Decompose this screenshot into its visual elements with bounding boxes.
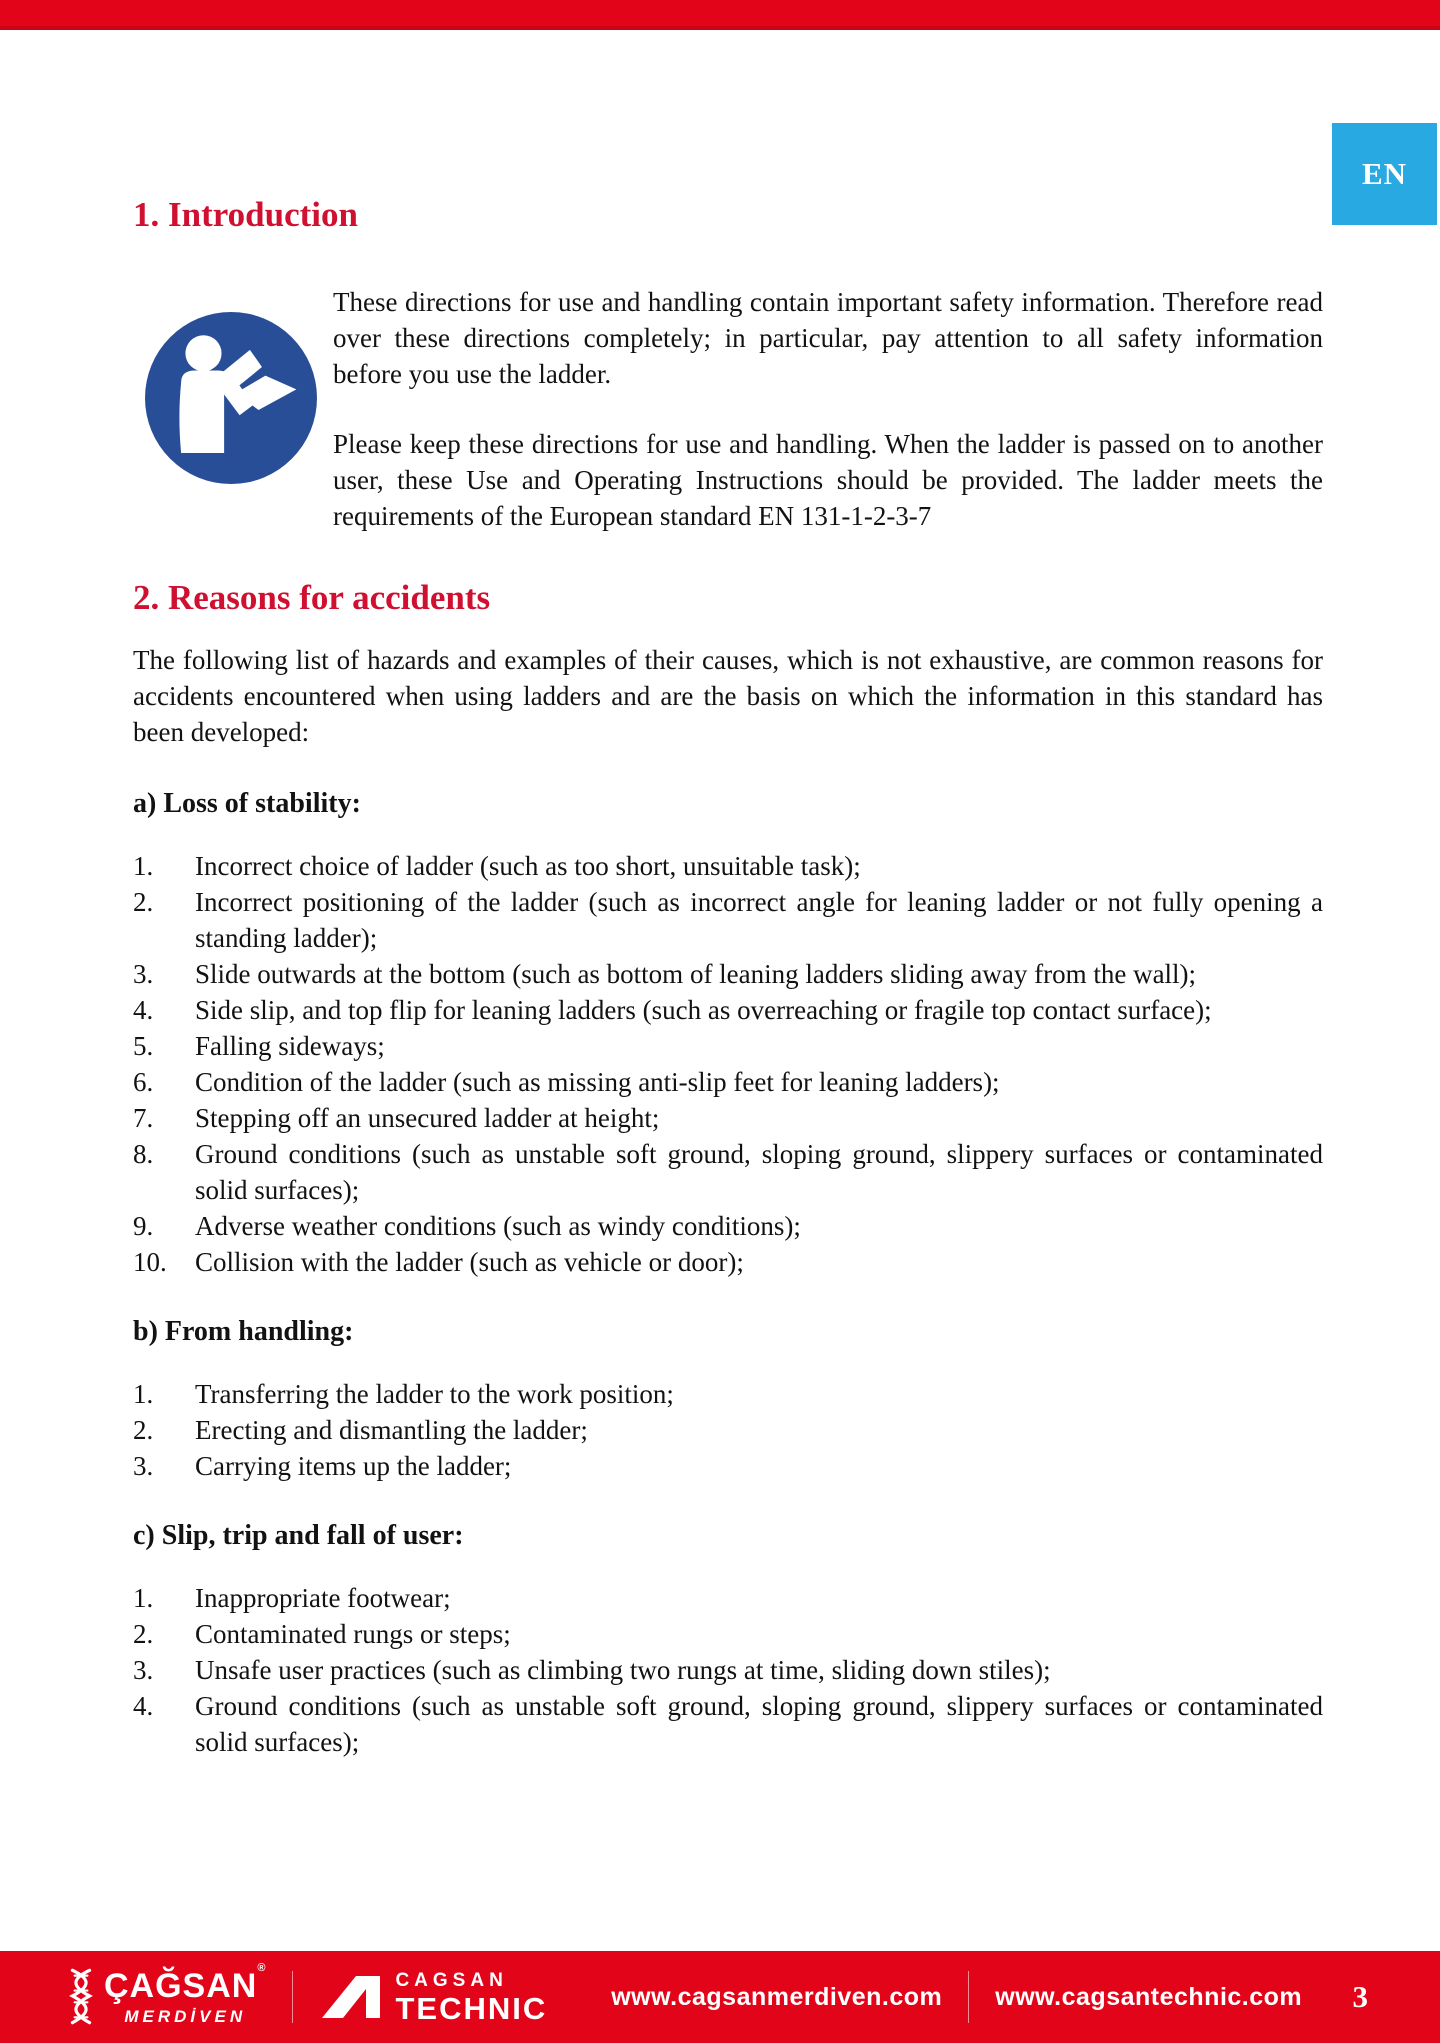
- list-item: Inappropriate footwear;: [195, 1583, 451, 1613]
- brand1-text: [104, 1961, 267, 2026]
- subsection-a-heading: a) Loss of stability:: [133, 788, 361, 819]
- list-item: Falling sideways;: [195, 1031, 385, 1061]
- subsection-b-heading: b) From handling:: [133, 1316, 354, 1347]
- list-item: Ground conditions (such as unstable soft ground, sloping ground, slippery surfaces or contaminated solid surfaces);: [195, 1139, 1323, 1205]
- brand2-subtitle: TECHNIC: [395, 1990, 548, 2026]
- list-item: Stepping off an unsecured ladder at height;: [195, 1103, 660, 1133]
- section-1-heading: 1. Introduction: [133, 195, 358, 234]
- registered-mark: ®: [257, 1961, 267, 1974]
- brand-cagsan-technic: [319, 1971, 547, 2024]
- footer-url-merdiven: www.cagsanmerdiven.com: [611, 1982, 943, 2011]
- page-content: [133, 0, 1323, 1760]
- list-item: Condition of the ladder (such as missing anti-slip feet for leaning ladders);: [195, 1067, 1000, 1097]
- brand-cagsan-merdiven: [66, 1961, 267, 2028]
- hazard-list-b: [133, 1376, 1323, 1484]
- angle-mark-icon: [319, 1974, 383, 2020]
- list-item: Incorrect positioning of the ladder (such as incorrect angle for leaning ladder or not fully opening a standing ladder);: [195, 887, 1323, 953]
- footer-url-technic: www.cagsantechnic.com: [995, 1982, 1303, 2011]
- list-item: Adverse weather conditions (such as windy conditions);: [195, 1211, 801, 1241]
- intro-row: [133, 284, 1323, 534]
- section-2-heading: 2. Reasons for accidents: [133, 578, 491, 617]
- intro-paragraph-1: These directions for use and handling contain important safety information. Therefore read over these directions completely; in particular, pay attention to all safety information before you use the ladder.: [333, 287, 1323, 389]
- list-item: Unsafe user practices (such as climbing two rungs at time, sliding down stiles);: [195, 1655, 1051, 1685]
- page-number: 3: [1352, 1979, 1368, 2014]
- list-item: Incorrect choice of ladder (such as too short, unsuitable task);: [195, 851, 861, 881]
- brand1-name: ÇAĞSAN®: [104, 1961, 267, 2005]
- list-item: Carrying items up the ladder;: [195, 1451, 512, 1481]
- list-item: Contaminated rungs or steps;: [195, 1619, 511, 1649]
- language-tab-en: [1332, 123, 1437, 225]
- language-tab-label: EN: [1361, 156, 1408, 191]
- footer-divider: [968, 1971, 969, 2023]
- list-item: Side slip, and top flip for leaning ladders (such as overreaching or fragile top contact surface);: [195, 995, 1212, 1025]
- list-item: Slide outwards at the bottom (such as bottom of leaning ladders sliding away from the wall);: [195, 959, 1197, 989]
- list-item: Transferring the ladder to the work position;: [195, 1379, 674, 1409]
- hazard-list-c: [133, 1580, 1323, 1760]
- intro-paragraph-2: Please keep these directions for use and handling. When the ladder is passed on to another user, these Use and Operating Instructions should be provided. The ladder meets the requirements of the European standard EN 131-1-2-3-7: [333, 429, 1323, 531]
- read-instructions-icon: [145, 312, 317, 484]
- dna-helix-icon: [66, 1966, 96, 2028]
- footer-divider: [292, 1971, 293, 2023]
- intro-paragraphs: [333, 284, 1323, 534]
- reasons-intro-paragraph: The following list of hazards and examples of their causes, which is not exhaustive, are common reasons for accidents encountered when using ladders and are the basis on which the information in this standard has been developed:: [133, 645, 1323, 747]
- hazard-list-a: [133, 848, 1323, 1280]
- list-item: Erecting and dismantling the ladder;: [195, 1415, 588, 1445]
- subsection-c-heading: c) Slip, trip and fall of user:: [133, 1520, 464, 1551]
- footer-bar: [0, 1951, 1440, 2043]
- brand2-name: CAGSAN: [395, 1969, 508, 1991]
- brand1-subtitle: MERDİVEN: [124, 2007, 247, 2026]
- list-item: Collision with the ladder (such as vehicle or door);: [195, 1247, 744, 1277]
- brand2-text: [395, 1971, 547, 2024]
- list-item: Ground conditions (such as unstable soft ground, sloping ground, slippery surfaces or contaminated solid surfaces);: [195, 1691, 1323, 1757]
